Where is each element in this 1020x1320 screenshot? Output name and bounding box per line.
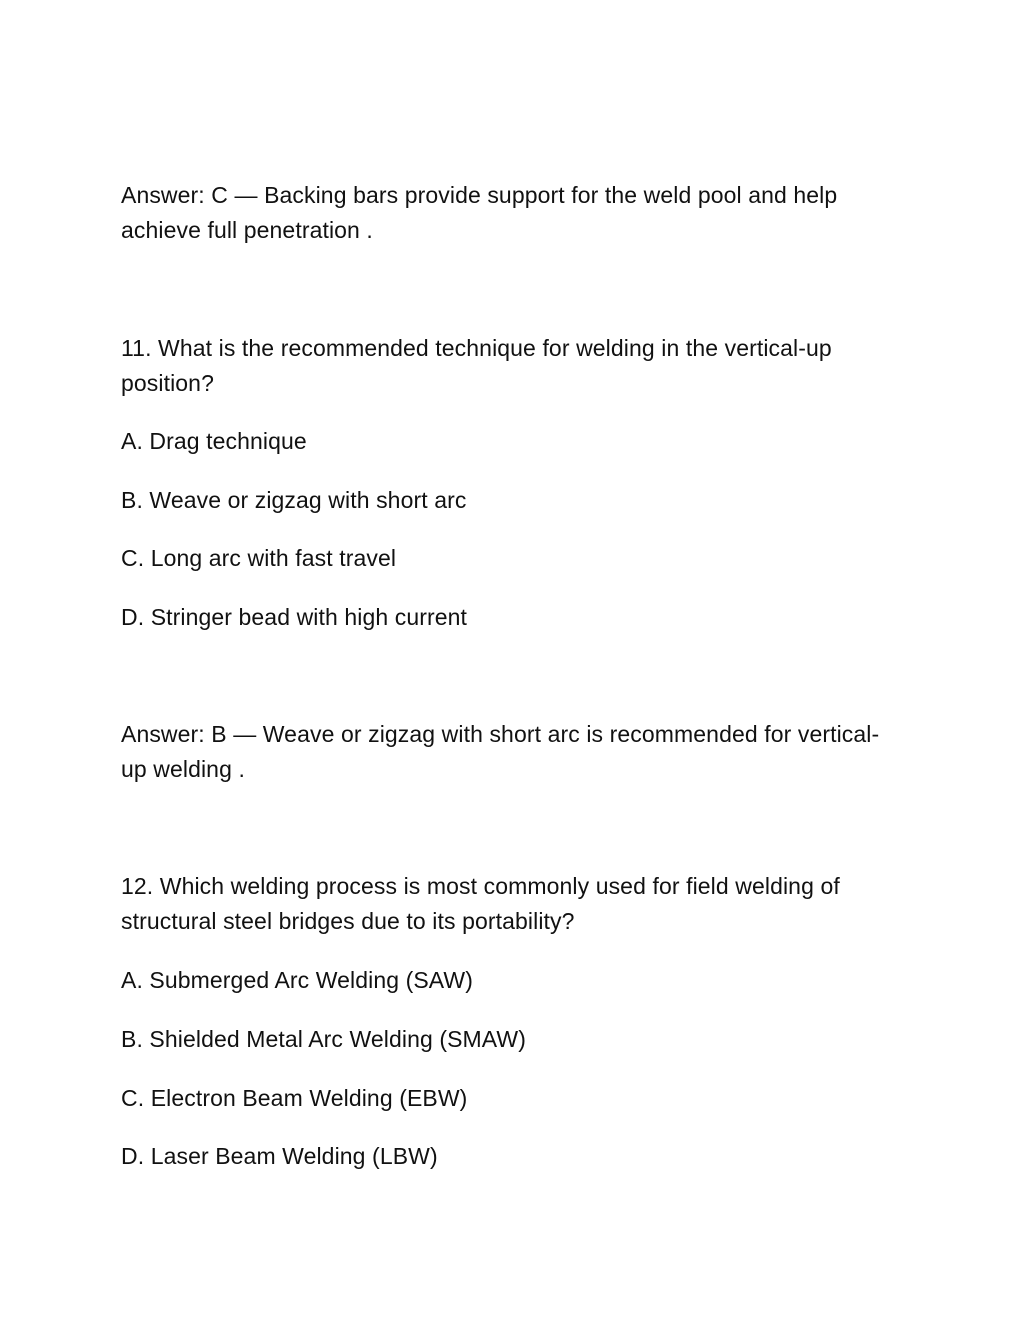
question-11-option-c: C. Long arc with fast travel: [121, 545, 397, 571]
answer-11: Answer: B — Weave or zigzag with short arc is recommended for vertical-up welding .: [121, 721, 880, 782]
question-12: 12. Which welding process is most commonly used for field welding of structural steel bridges due to its portability?: [121, 873, 840, 934]
question-12-option-d: D. Laser Beam Welding (LBW): [121, 1143, 438, 1169]
question-12-option-b: B. Shielded Metal Arc Welding (SMAW): [121, 1026, 526, 1052]
question-11: 11. What is the recommended technique for welding in the vertical-up position?: [121, 335, 832, 396]
question-12-option-a: A. Submerged Arc Welding (SAW): [121, 967, 473, 993]
question-12-option-c: C. Electron Beam Welding (EBW): [121, 1085, 468, 1111]
question-11-option-d: D. Stringer bead with high current: [121, 604, 468, 630]
question-11-option-a: A. Drag technique: [121, 428, 307, 454]
answer-10: Answer: C — Backing bars provide support for the weld pool and help achieve full penetration .: [121, 182, 838, 243]
question-11-option-b: B. Weave or zigzag with short arc: [121, 487, 467, 513]
